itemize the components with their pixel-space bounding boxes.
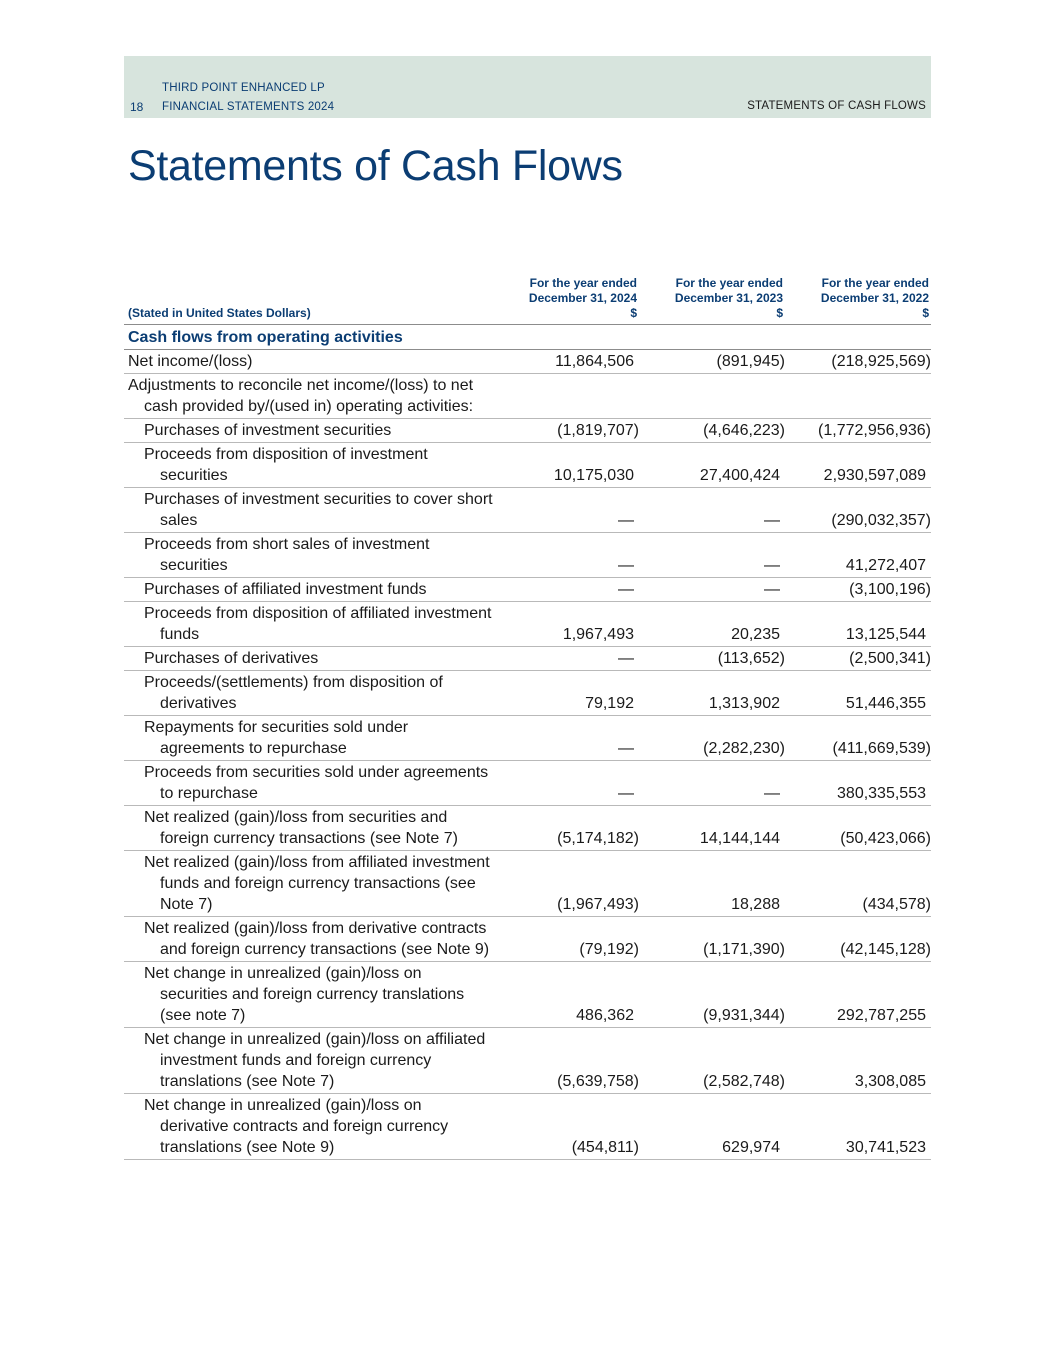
cell-value: (2,582,748): [703, 1073, 785, 1090]
cell-value: —: [618, 581, 634, 598]
cell-value: 380,335,553: [837, 785, 926, 802]
cell-value: —: [764, 785, 780, 802]
table-row: [124, 1028, 931, 1094]
cell-2023: [639, 578, 785, 602]
cell-value: 20,235: [731, 626, 780, 643]
cell-value: (1,772,956,936): [818, 422, 931, 439]
cell-2022: [785, 761, 931, 806]
cell-value: (3,100,196): [849, 581, 931, 598]
cell-2022: [785, 671, 931, 716]
table-row: [124, 1094, 931, 1160]
table-row: [124, 962, 931, 1028]
column-header-line2: December 31, 2023: [674, 291, 783, 305]
stated-currency-note: (Stated in United States Dollars): [128, 306, 311, 320]
table-row: [124, 647, 931, 671]
row-label: [124, 962, 493, 1028]
cell-2022: [785, 1028, 931, 1094]
cell-value: (290,032,357): [831, 512, 931, 529]
cell-value: (5,639,758): [557, 1073, 639, 1090]
cell-2024: [493, 1028, 639, 1094]
cell-value: [780, 398, 785, 415]
cell-2022: [785, 647, 931, 671]
column-header-unit: $: [776, 306, 783, 320]
cell-value: (434,578): [862, 896, 931, 913]
cell-value: 1,313,902: [708, 695, 780, 712]
cell-value: 18,288: [731, 896, 780, 913]
cell-2022: [785, 806, 931, 851]
row-label: [124, 851, 493, 917]
cell-2024: [493, 1094, 639, 1160]
cell-2022: [785, 419, 931, 443]
row-label-text: Net realized (gain)/loss from affiliated investment funds and foreign currency transactions (see Note 7): [144, 854, 490, 913]
cell-value: —: [764, 581, 780, 598]
cell-2023: [639, 374, 785, 419]
cell-value: (218,925,569): [831, 353, 931, 370]
cell-2024: [493, 419, 639, 443]
cell-2023: [639, 350, 785, 374]
cell-value: [926, 398, 931, 415]
row-label: [124, 1028, 493, 1094]
cell-2023: [639, 488, 785, 533]
row-label-text: Net change in unrealized (gain)/loss on affiliated investment funds and foreign currency translations (see Note 7): [144, 1031, 486, 1090]
cell-2024: [493, 671, 639, 716]
table-row: [124, 851, 931, 917]
cell-value: (891,945): [716, 353, 785, 370]
cell-value: —: [618, 650, 634, 667]
cell-value: —: [618, 512, 634, 529]
cell-2023: [639, 533, 785, 578]
cell-value: (4,646,223): [703, 422, 785, 439]
cell-value: [634, 398, 639, 415]
cell-value: 629,974: [722, 1139, 780, 1156]
cell-value: (1,171,390): [703, 941, 785, 958]
row-label: [124, 533, 493, 578]
row-label: [124, 806, 493, 851]
cell-value: (79,192): [579, 941, 639, 958]
column-header-2023: [639, 276, 785, 325]
row-label-text: Purchases of investment securities: [144, 422, 392, 439]
cell-value: 2,930,597,089: [823, 467, 926, 484]
row-label-text: Proceeds from disposition of investment securities: [144, 446, 428, 484]
cell-value: 292,787,255: [837, 1007, 926, 1024]
cell-value: 14,144,144: [699, 830, 780, 847]
cell-value: 27,400,424: [699, 467, 780, 484]
row-label-text: Net income/(loss): [128, 353, 253, 370]
cell-value: (2,500,341): [849, 650, 931, 667]
row-label: [124, 578, 493, 602]
cell-2022: [785, 962, 931, 1028]
row-label: [124, 488, 493, 533]
cell-2024: [493, 533, 639, 578]
cell-2024: [493, 647, 639, 671]
cell-value: 41,272,407: [845, 557, 926, 574]
column-header-line2: December 31, 2024: [528, 291, 637, 305]
column-header-line1: For the year ended: [821, 276, 929, 290]
table-row: [124, 350, 931, 374]
section-heading: Cash flows from operating activities: [124, 325, 931, 350]
cell-value: (113,652): [717, 650, 785, 667]
cell-2023: [639, 806, 785, 851]
column-header-unit: $: [922, 306, 929, 320]
table-row: [124, 806, 931, 851]
table-row: [124, 488, 931, 533]
column-header-line1: For the year ended: [675, 276, 783, 290]
column-header-2024: [493, 276, 639, 325]
table-row: [124, 716, 931, 761]
table-row: [124, 917, 931, 962]
row-label-text: Repayments for securities sold under agreements to repurchase: [144, 719, 409, 757]
cell-2023: [639, 962, 785, 1028]
table-header-row: [124, 276, 931, 325]
row-label: [124, 1094, 493, 1160]
row-label-text: Adjustments to reconcile net income/(loss) to net cash provided by/(used in) operating activities:: [128, 377, 474, 415]
cell-value: (5,174,182): [557, 830, 639, 847]
cell-2022: [785, 1094, 931, 1160]
table-row: [124, 443, 931, 488]
cell-value: —: [764, 557, 780, 574]
cell-2022: [785, 488, 931, 533]
cell-2023: [639, 419, 785, 443]
cell-2022: [785, 533, 931, 578]
cell-2023: [639, 716, 785, 761]
row-label-text: Purchases of derivatives: [144, 650, 319, 667]
section-heading-row: [124, 325, 931, 350]
row-label: [124, 761, 493, 806]
row-label-text: Proceeds from disposition of affiliated investment funds: [144, 605, 492, 643]
cell-2024: [493, 443, 639, 488]
row-label: [124, 602, 493, 647]
cell-value: (454,811): [571, 1139, 639, 1156]
cell-2024: [493, 488, 639, 533]
cell-2022: [785, 578, 931, 602]
cell-2022: [785, 350, 931, 374]
cell-2022: [785, 374, 931, 419]
header-band: [124, 56, 931, 118]
cell-2022: [785, 716, 931, 761]
cell-2022: [785, 917, 931, 962]
table-body: [124, 325, 931, 1160]
cell-2023: [639, 851, 785, 917]
cell-value: (411,669,539): [832, 740, 931, 757]
cell-2024: [493, 761, 639, 806]
row-label: [124, 671, 493, 716]
cell-value: —: [618, 557, 634, 574]
row-label: [124, 647, 493, 671]
row-label-text: Proceeds from securities sold under agreements to repurchase: [144, 764, 489, 802]
cell-2024: [493, 716, 639, 761]
row-label: [124, 443, 493, 488]
cell-2023: [639, 761, 785, 806]
company-name: THIRD POINT ENHANCED LP: [162, 82, 325, 94]
cell-2023: [639, 443, 785, 488]
table-row: [124, 602, 931, 647]
table-row: [124, 419, 931, 443]
cell-value: 13,125,544: [845, 626, 926, 643]
table-row: [124, 374, 931, 419]
cell-value: (9,931,344): [703, 1007, 785, 1024]
cell-value: 79,192: [585, 695, 634, 712]
table-row: [124, 761, 931, 806]
cash-flow-table: [124, 276, 931, 1160]
page-number: 18: [130, 100, 144, 114]
cell-value: (1,819,707): [557, 422, 639, 439]
row-label-text: Proceeds/(settlements) from disposition of derivatives: [144, 674, 443, 712]
cell-value: —: [618, 740, 634, 757]
cell-value: (1,967,493): [557, 896, 639, 913]
cell-value: (2,282,230): [703, 740, 785, 757]
cell-2024: [493, 917, 639, 962]
cell-2024: [493, 350, 639, 374]
cell-2022: [785, 602, 931, 647]
row-label-text: Proceeds from short sales of investment securities: [144, 536, 430, 574]
report-name: FINANCIAL STATEMENTS 2024: [162, 101, 335, 113]
table-row: [124, 671, 931, 716]
cell-value: (42,145,128): [840, 941, 931, 958]
row-label: [124, 716, 493, 761]
cell-2024: [493, 806, 639, 851]
cell-2023: [639, 1094, 785, 1160]
cell-2022: [785, 851, 931, 917]
row-label-text: Net change in unrealized (gain)/loss on derivative contracts and foreign currency translations (see Note 9): [144, 1097, 449, 1156]
cell-2024: [493, 602, 639, 647]
cell-value: 1,967,493: [562, 626, 634, 643]
cell-2024: [493, 851, 639, 917]
column-header-2022: [785, 276, 931, 325]
cell-value: 30,741,523: [845, 1139, 926, 1156]
table-row: [124, 533, 931, 578]
row-label-text: Purchases of investment securities to cover short sales: [144, 491, 493, 529]
cell-2024: [493, 374, 639, 419]
cell-value: 3,308,085: [854, 1073, 926, 1090]
row-label-text: Net change in unrealized (gain)/loss on securities and foreign currency translations (see note 7): [144, 965, 465, 1024]
row-label-text: Net realized (gain)/loss from securities and foreign currency transactions (see Note 7): [144, 809, 458, 847]
row-label-text: Net realized (gain)/loss from derivative contracts and foreign currency transactions (see Note 9): [144, 920, 490, 958]
cell-2023: [639, 1028, 785, 1094]
cell-2023: [639, 917, 785, 962]
cell-value: 486,362: [576, 1007, 634, 1024]
row-label: [124, 419, 493, 443]
cell-2022: [785, 443, 931, 488]
table-row: [124, 578, 931, 602]
row-label: [124, 350, 493, 374]
cell-2024: [493, 962, 639, 1028]
cell-value: (50,423,066): [840, 830, 931, 847]
cell-value: —: [618, 785, 634, 802]
cell-value: 10,175,030: [553, 467, 634, 484]
cell-value: 11,864,506: [555, 353, 634, 370]
cell-value: 51,446,355: [845, 695, 926, 712]
column-header-line1: For the year ended: [529, 276, 637, 290]
row-label-text: Purchases of affiliated investment funds: [144, 581, 427, 598]
cell-2023: [639, 602, 785, 647]
cell-value: —: [764, 512, 780, 529]
cell-2023: [639, 671, 785, 716]
section-label: STATEMENTS OF CASH FLOWS: [747, 100, 926, 112]
cell-2023: [639, 647, 785, 671]
column-header-unit: $: [630, 306, 637, 320]
cell-2024: [493, 578, 639, 602]
row-label: [124, 374, 493, 419]
page-title: Statements of Cash Flows: [128, 142, 623, 190]
column-header-line2: December 31, 2022: [820, 291, 929, 305]
row-label: [124, 917, 493, 962]
